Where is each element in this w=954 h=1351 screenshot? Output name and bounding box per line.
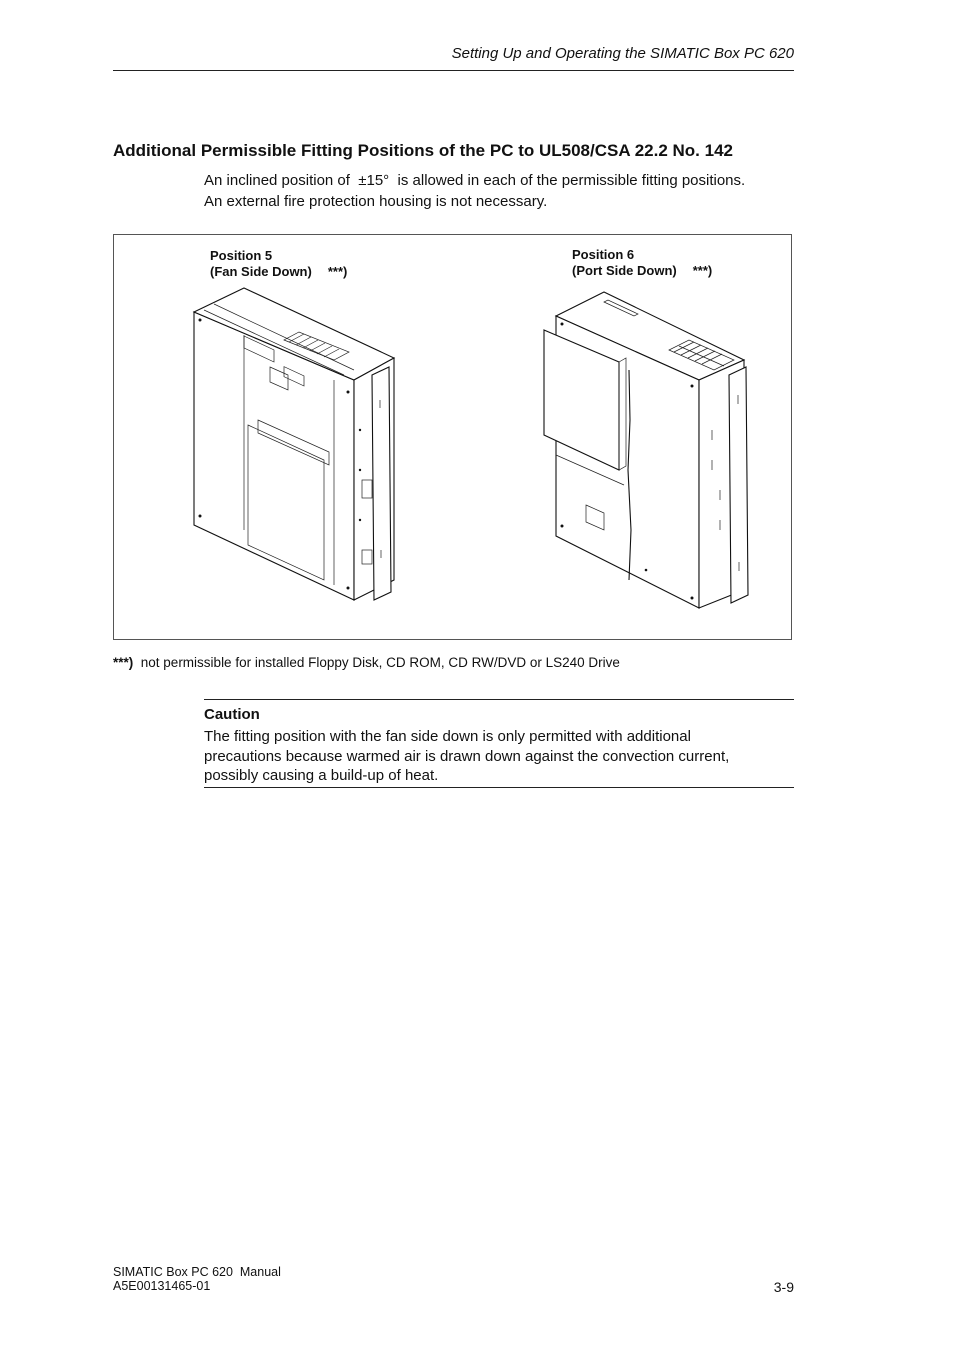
pc-position-6-drawing [534,280,774,610]
caution-bottom-rule [204,787,794,788]
footnote-marker: ***) [113,655,134,670]
section-title: Additional Permissible Fitting Positions of the PC to UL508/CSA 22.2 No. 142 [113,141,733,160]
intro-line-2: An external fire protection housing is not necessary. [204,193,548,210]
footer-manual-title: SIMATIC Box PC 620 Manual [113,1265,281,1279]
header-rule [113,70,794,71]
footer-manual-info [113,1265,281,1293]
caution-top-rule [204,699,794,700]
intro-line-1: An inclined position of ±15° is allowed in each of the permissible fitting positions. [204,172,746,189]
position-5-title: Position 5 [210,248,273,263]
footer-order-number: A5E00131465-01 [113,1279,211,1293]
intro-paragraph [204,170,804,212]
caution-line-1: The fitting position with the fan side down is only permitted with additional [204,728,691,745]
position-6-title: Position 6 [572,247,635,262]
pc-position-5-drawing [184,280,424,610]
caution-text [204,727,784,786]
page-number: 3-9 [773,1279,794,1295]
position-6-label [572,247,712,279]
figure-frame [113,234,792,640]
position-5-subtitle: (Fan Side Down) [210,264,312,279]
position-6-marker: ***) [692,263,713,278]
footnote [113,655,620,670]
footnote-text: not permissible for installed Floppy Disk, CD ROM, CD RW/DVD or LS240 Drive [140,655,620,670]
position-5-marker: ***) [327,264,348,279]
position-5-label [210,248,347,280]
caution-line-3: possibly causing a build-up of heat. [204,767,439,784]
caution-title: Caution [204,706,260,723]
position-6-subtitle: (Port Side Down) [572,263,677,278]
caution-line-2: precautions because warmed air is drawn down against the convection current, [204,747,730,765]
running-header: Setting Up and Operating the SIMATIC Box PC 620 [451,45,794,62]
